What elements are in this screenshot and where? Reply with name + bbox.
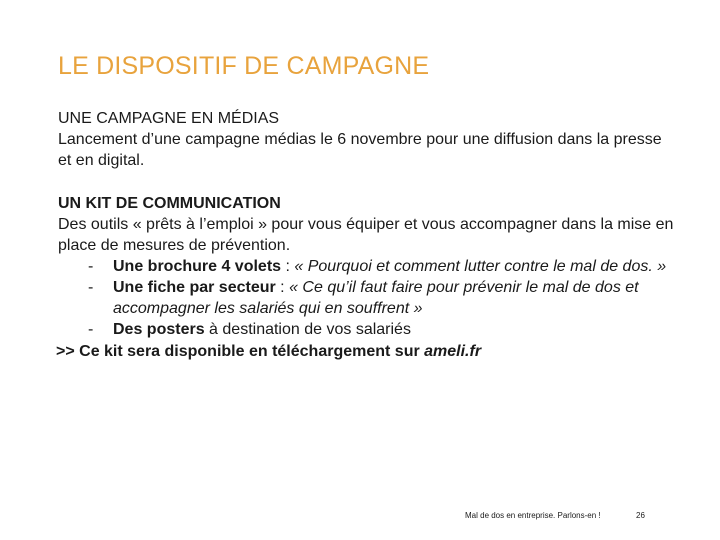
- bullet-dash: -: [88, 258, 94, 275]
- bullet-dash: -: [88, 279, 94, 296]
- section-communication-kit: [58, 193, 678, 362]
- section-paragraph: Lancement d’une campagne médias le 6 novembre pour une diffusion dans la presse et en digital.: [58, 131, 662, 169]
- section-heading: UN KIT DE COMMUNICATION: [58, 195, 281, 212]
- item-description: à destination de vos salariés: [209, 321, 411, 338]
- bullet-dash: -: [88, 321, 94, 338]
- kit-items-list: [58, 256, 678, 340]
- page-number: 26: [636, 511, 645, 520]
- list-item: [58, 319, 678, 340]
- section-media-campaign: [58, 108, 678, 171]
- ameli-link[interactable]: ameli.fr: [424, 343, 482, 360]
- item-separator: :: [281, 258, 295, 275]
- item-title: Des posters: [113, 321, 205, 338]
- download-note: [56, 341, 676, 362]
- item-separator: :: [275, 279, 290, 296]
- item-title: Une fiche par secteur: [113, 279, 276, 296]
- item-description: « Ce qu’il faut faire pour prévenir le mal de dos et accompagner les salariés qui en souffrent »: [113, 279, 639, 317]
- item-title: Une brochure 4 volets: [113, 258, 282, 275]
- item-description: « Pourquoi et comment lutter contre le mal de dos. »: [294, 258, 667, 275]
- section-heading: UNE CAMPAGNE EN MÉDIAS: [58, 110, 280, 127]
- list-item: [58, 277, 678, 319]
- note-text: >> Ce kit sera disponible en téléchargement sur: [56, 343, 425, 360]
- slide-body: [58, 108, 678, 362]
- slide-title: LE DISPOSITIF DE CAMPAGNE: [58, 52, 430, 80]
- footer-text: Mal de dos en entreprise. Parlons-en !: [465, 511, 601, 520]
- section-paragraph: Des outils « prêts à l’emploi » pour vous équiper et vous accompagner dans la mise en place de mesures de prévention.: [58, 216, 674, 254]
- list-item: [58, 256, 678, 277]
